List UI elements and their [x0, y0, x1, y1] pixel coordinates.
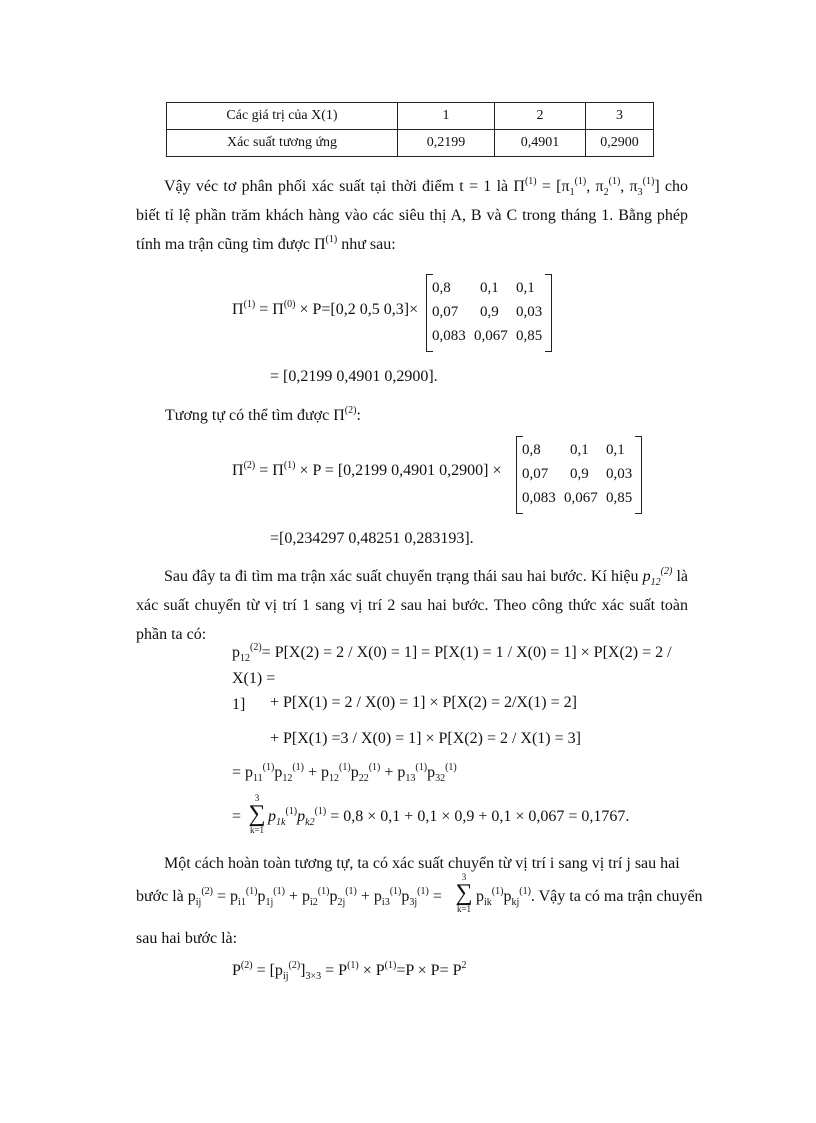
text: = p	[213, 888, 239, 905]
subscript: 2j	[337, 897, 346, 908]
superscript: (1)	[314, 806, 327, 817]
table-cell: 1	[398, 103, 495, 130]
sigma-icon: ∑	[455, 880, 473, 906]
equation-general	[136, 888, 442, 906]
sum-symbol	[247, 793, 267, 835]
matrix-cell: 0,03	[606, 466, 633, 482]
superscript: (1)	[608, 176, 621, 187]
superscript: (1)	[368, 762, 381, 773]
superscript: (1)	[262, 762, 275, 773]
subscript: 32	[435, 773, 446, 784]
text-line: sau hai bước là:	[136, 930, 238, 947]
equation-sum-terms	[268, 808, 629, 826]
superscript: (2)	[243, 460, 256, 471]
superscript: (1)	[345, 886, 357, 897]
text: Π	[232, 301, 244, 318]
subscript: 12	[329, 773, 340, 784]
matrix-cell: 0,03	[516, 304, 543, 320]
paragraph-distribution-vector	[136, 172, 688, 259]
superscript: (2)	[250, 642, 262, 653]
subscript: kj	[511, 897, 520, 908]
equation-general-tail	[476, 888, 703, 906]
equation-sum-label: =	[232, 808, 242, 825]
text: , π	[620, 178, 638, 195]
text: Vậy véc tơ phân phối xác suất tại thời điểm t = 1 là Π	[164, 178, 525, 195]
text: × P	[358, 962, 385, 979]
matrix-cell: 0,8	[432, 280, 451, 296]
transition-matrix	[516, 436, 642, 514]
transition-matrix	[426, 274, 552, 352]
text: × P=[0,2 0,5 0,3]×	[295, 301, 419, 318]
sum-upper: 3	[461, 872, 467, 882]
subscript: i2	[309, 897, 318, 908]
text: p	[503, 888, 512, 905]
table-row	[167, 103, 654, 130]
text: + p	[304, 764, 330, 781]
text: p	[257, 888, 266, 905]
subscript: 3	[637, 187, 643, 198]
variable: p	[268, 808, 276, 825]
text: = P	[321, 962, 348, 979]
subscript: 3j	[409, 897, 418, 908]
text: + p	[356, 888, 382, 905]
table-cell: 3	[586, 103, 654, 130]
superscript: (1)	[273, 886, 285, 897]
text: = p	[232, 764, 254, 781]
superscript: (1)	[285, 806, 298, 817]
text: × P = [0,2199 0,4901 0,2900] ×	[295, 462, 502, 479]
subscript: i1	[238, 897, 246, 908]
text: như sau:	[337, 236, 396, 253]
superscript: (1)	[339, 762, 351, 773]
text: = 0,8 × 0,1 + 0,1 × 0,9 + 0,1 × 0,067 = 0,1767.	[326, 808, 630, 825]
text: , π	[586, 178, 604, 195]
superscript: (2)	[201, 886, 214, 897]
superscript: (0)	[283, 299, 296, 310]
matrix-cell: 0,07	[522, 466, 549, 482]
table-cell: Các giá trị của X(1)	[167, 103, 398, 130]
text: p	[232, 644, 240, 661]
text: + p	[284, 888, 310, 905]
subscript: 1k	[276, 817, 286, 828]
right-bracket	[545, 274, 552, 352]
subscript: 12	[240, 653, 250, 664]
text: = [π	[536, 178, 570, 195]
text: Sau đây ta đi tìm ma trận xác suất chuyển trạng thái sau hai bước. Kí hiệu	[164, 568, 643, 585]
table-cell: Xác suất tương ứng	[167, 130, 398, 157]
variable: p	[642, 568, 651, 585]
table-cell: 0,2900	[586, 130, 654, 157]
text: p	[350, 764, 359, 781]
result-pi1: = [0,2199 0,4901 0,2900].	[270, 368, 438, 385]
table-cell: 2	[495, 103, 586, 130]
text: là xác suất chuyển từ vị trí 1 sang vị trí 2 sau hai bước. Theo công thức xác suất toàn phần ta có:	[136, 568, 688, 643]
text: p	[427, 764, 436, 781]
text: p	[401, 888, 410, 905]
equation-line: + P[X(1) =3 / X(0) = 1] × P[X(2) = 2 / X(1) = 3]	[270, 730, 581, 747]
superscript: (2)	[344, 405, 357, 416]
equation-p2	[232, 962, 467, 980]
equation-pi2	[232, 462, 502, 480]
equation-line: + P[X(1) = 2 / X(0) = 1] × P[X(2) = 2/X(1) = 2]	[270, 694, 577, 711]
superscript: (1)	[384, 960, 397, 971]
superscript: (1)	[642, 176, 655, 187]
text: = Π	[255, 462, 284, 479]
matrix-cell: 0,8	[522, 442, 541, 458]
subscript: 1j	[265, 897, 274, 908]
right-bracket	[635, 436, 642, 514]
sum-lower: k=1	[456, 904, 472, 914]
text: p	[476, 888, 484, 905]
superscript: (1)	[389, 886, 402, 897]
variable: p	[297, 808, 306, 825]
superscript: (1)	[283, 460, 296, 471]
text: 1]	[232, 696, 246, 713]
subscript: 13	[405, 773, 416, 784]
subscript: k2	[305, 817, 315, 828]
text: P	[232, 962, 241, 979]
subscript: 22	[358, 773, 369, 784]
text: bước là p	[136, 888, 196, 905]
table-cell: 0,2199	[398, 130, 495, 157]
text: . Vậy ta có ma trận chuyển	[530, 888, 703, 905]
sum-upper: 3	[254, 793, 260, 803]
matrix-cell: 0,067	[474, 328, 508, 344]
sum-symbol	[454, 872, 474, 914]
superscript: (1)	[445, 762, 457, 773]
text: =P × P= P	[396, 962, 462, 979]
table-cell: 0,4901	[495, 130, 586, 157]
superscript: (2)	[240, 960, 253, 971]
matrix-cell: 0,083	[522, 490, 556, 506]
matrix-cell: 0,083	[432, 328, 466, 344]
text: =	[428, 888, 442, 905]
text: = [p	[252, 962, 283, 979]
subscript: 12	[282, 773, 293, 784]
subscript: 1	[569, 187, 575, 198]
text: p	[274, 764, 283, 781]
matrix-cell: 0,1	[606, 442, 625, 458]
matrix-cell: 0,067	[564, 490, 598, 506]
text: = P[X(2) = 2 / X(0) = 1] = P[X(1) = 1 / X(0) = 1] × P[X(2) = 2 / X(1) =	[232, 644, 672, 687]
superscript: 2	[461, 960, 467, 971]
equation-line	[232, 764, 457, 782]
subscript: ij	[195, 897, 202, 908]
superscript: (2)	[288, 960, 301, 971]
superscript: (2)	[660, 566, 673, 577]
distribution-table	[166, 102, 654, 157]
paragraph-general: Một cách hoàn toàn tương tự, ta có xác suất chuyển từ vị trí i sang vị trí j sau hai	[164, 855, 680, 872]
table-row	[167, 130, 654, 157]
text: ] cho biết tỉ lệ phần trăm khách hàng vào các siêu thị A, B và C trong tháng 1. Bằng phép tính ma trận cũng tìm được Π	[136, 178, 689, 253]
matrix-cell: 0,85	[606, 490, 633, 506]
result-pi2: =[0,234297 0,48251 0,283193].	[270, 530, 474, 547]
subscript: 3×3	[305, 971, 322, 982]
text: Π	[232, 462, 244, 479]
matrix-cell: 0,07	[432, 304, 459, 320]
matrix-cell: 0,85	[516, 328, 543, 344]
subscript: ik	[484, 897, 492, 908]
superscript: (1)	[292, 762, 305, 773]
sigma-icon: ∑	[248, 801, 266, 827]
matrix-cell: 0,9	[480, 304, 499, 320]
subscript: ij	[282, 971, 289, 982]
sum-lower: k=1	[249, 825, 265, 835]
text: = Π	[255, 301, 284, 318]
superscript: (1)	[415, 762, 428, 773]
subscript: 12	[650, 577, 661, 588]
paragraph-two-step	[136, 562, 688, 649]
text: ]	[300, 962, 306, 979]
superscript: (1)	[347, 960, 359, 971]
superscript: (1)	[317, 886, 330, 897]
superscript: (1)	[245, 886, 258, 897]
matrix-cell: 0,9	[570, 466, 589, 482]
superscript: (1)	[519, 886, 531, 897]
superscript: (1)	[491, 886, 504, 897]
subscript: 11	[253, 773, 263, 784]
text: Tương tự có thể tìm được Π	[165, 407, 345, 424]
text: + p	[380, 764, 406, 781]
superscript: (1)	[243, 299, 256, 310]
subscript: 2	[603, 187, 609, 198]
superscript: (1)	[325, 234, 338, 245]
superscript: (1)	[574, 176, 587, 187]
superscript: (1)	[417, 886, 429, 897]
matrix-cell: 0,1	[516, 280, 535, 296]
superscript: (1)	[524, 176, 537, 187]
text-line	[165, 407, 361, 425]
equation-pi1	[232, 301, 418, 319]
text: p	[329, 888, 338, 905]
text: :	[356, 407, 361, 424]
subscript: i3	[381, 897, 390, 908]
matrix-cell: 0,1	[480, 280, 499, 296]
matrix-cell: 0,1	[570, 442, 589, 458]
